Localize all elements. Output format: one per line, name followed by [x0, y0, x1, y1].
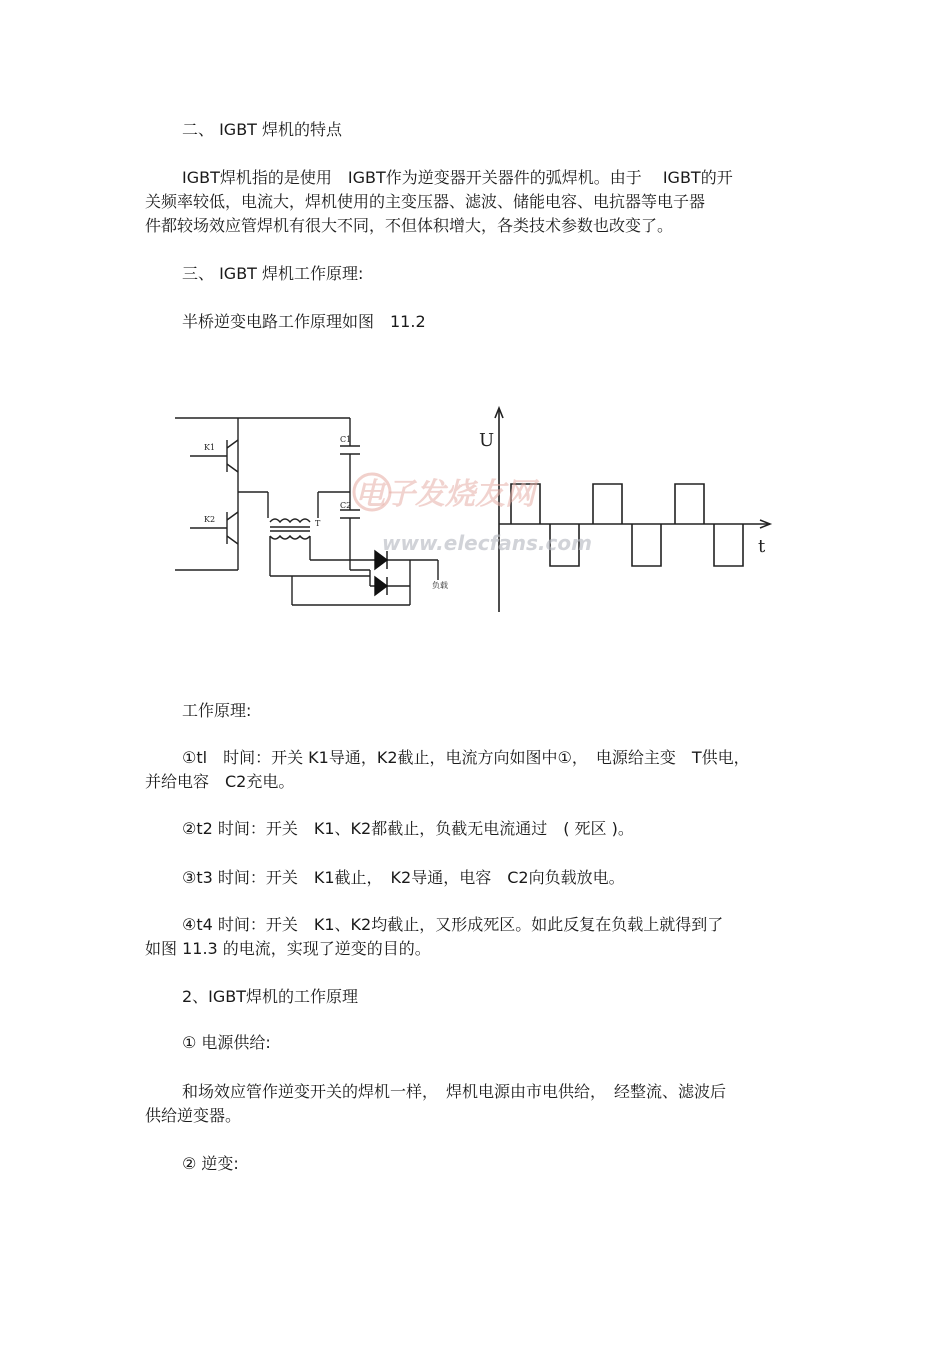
waveform-y-label: U — [479, 430, 495, 451]
power-supply-line-1: 和场效应管作逆变开关的焊机一样， 焊机电源由市电供给， 经整流、滤波后 — [182, 1082, 727, 1101]
features-line-3: 件都较场效应管焊机有很大不同，不但体积增大，各类技术参数也改变了。 — [145, 216, 674, 235]
t4-line-2: 如图 11.3 的电流，实现了逆变的目的。 — [145, 939, 431, 958]
transformer-label: T — [315, 519, 321, 528]
t1-line-2: 并给电容 C2充电。 — [145, 772, 295, 791]
c1-label: C1 — [340, 435, 352, 444]
watermark — [354, 474, 592, 555]
watermark-cn: 电子发烧友网 — [355, 477, 535, 512]
watermark-url: www.elecfans.com — [382, 531, 592, 555]
power-supply-line-2: 供给逆变器。 — [145, 1106, 242, 1125]
load-label: 负载 — [432, 581, 448, 590]
half-bridge-figure — [170, 400, 780, 615]
waveform-axes — [495, 408, 770, 612]
t2-paragraph: ②t2 时间：开关 K1、K2都截止，负截无电流通过 ( 死区 )。 — [182, 819, 634, 838]
k1-label: K1 — [204, 443, 216, 452]
section-heading-principle: 三、 IGBT 焊机工作原理: — [182, 264, 364, 283]
k2-label: K2 — [204, 515, 216, 524]
work-principle-heading: 工作原理: — [182, 701, 252, 720]
features-paragraph — [145, 166, 810, 238]
section-2-heading: 2、IGBT焊机的工作原理 — [182, 987, 359, 1006]
t1-paragraph — [145, 746, 810, 794]
c2-label: C2 — [340, 501, 352, 510]
diode-symbols — [375, 551, 387, 595]
t4-paragraph — [145, 913, 810, 961]
section-heading-features: 二、 IGBT 焊机的特点 — [182, 120, 343, 139]
waveform-x-label: t — [758, 536, 766, 557]
t1-line-1: ①tl 时间：开关 K1导通，K2截止，电流方向如图中①， 电源给主变 T供电， — [182, 748, 750, 767]
features-line-1: IGBT焊机指的是使用 IGBT作为逆变器开关器件的弧焊机。由于 IGBT的开 — [182, 168, 733, 187]
inverter-heading: ② 逆变: — [182, 1154, 239, 1173]
half-bridge-caption: 半桥逆变电路工作原理如图 11.2 — [182, 312, 426, 331]
t4-line-1: ④t4 时间：开关 K1、K2均截止，又形成死区。如此反复在负载上就得到了 — [182, 915, 724, 934]
t3-paragraph: ③t3 时间：开关 K1截止， K2导通，电容 C2向负载放电。 — [182, 868, 625, 887]
power-supply-heading: ① 电源供给: — [182, 1033, 271, 1052]
features-line-2: 关频率较低，电流大，焊机使用的主变压器、滤波、储能电容、电抗器等电子器 — [145, 192, 706, 211]
power-supply-paragraph — [145, 1080, 810, 1128]
